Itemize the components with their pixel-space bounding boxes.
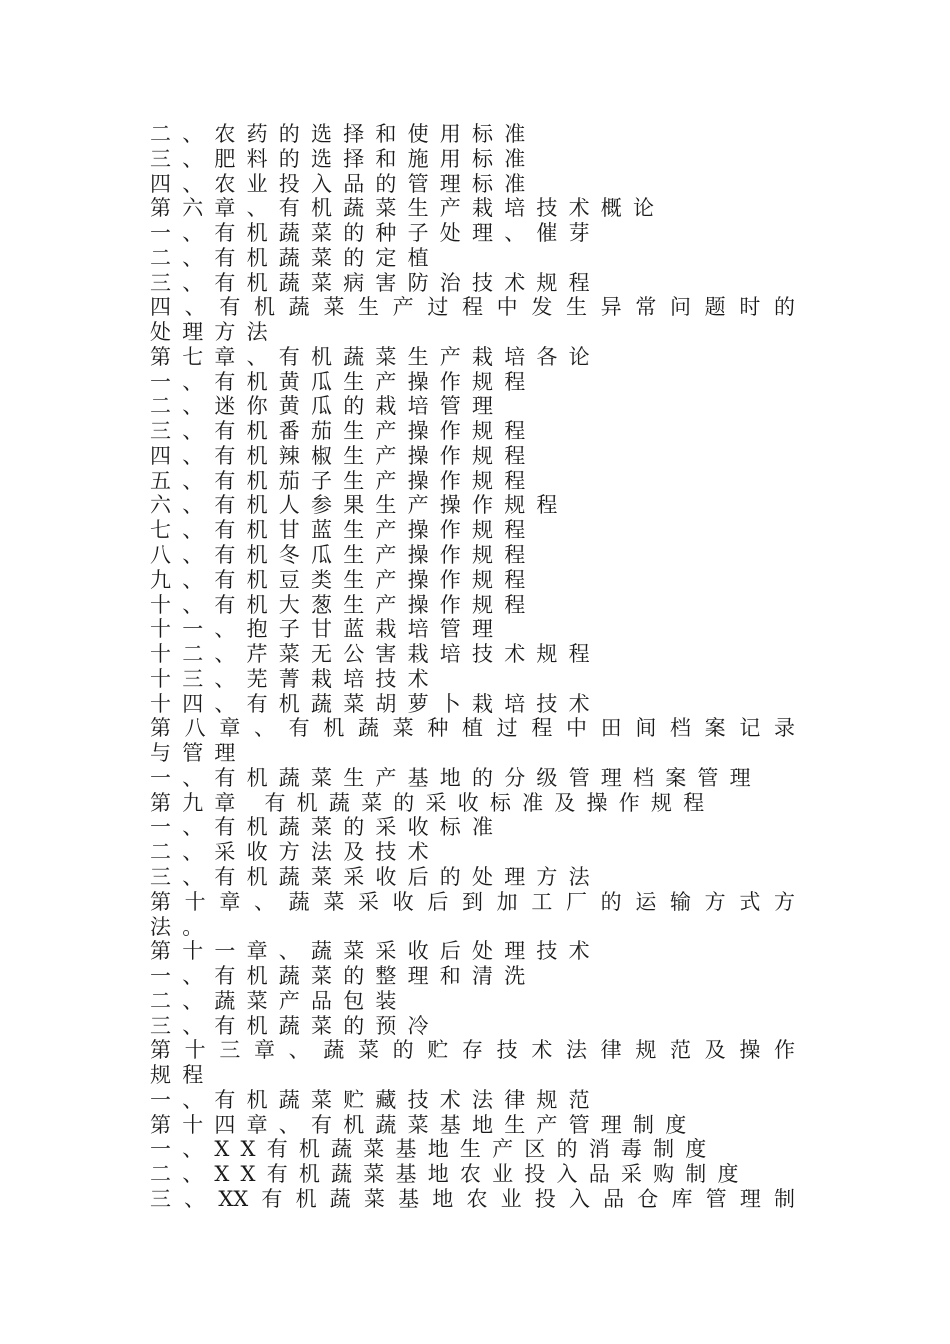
toc-line: 四、农业投入品的管理标准 <box>150 171 537 196</box>
toc-line: 一、XX有机蔬菜基地生产区的消毒制度 <box>150 1137 718 1162</box>
toc-line: 十、有机大葱生产操作规程 <box>150 592 537 617</box>
toc-line: 三、有机蔬菜采收后的处理方法 <box>150 864 601 889</box>
toc-line: 一、有机蔬菜生产基地的分级管理档案管理 <box>150 765 762 790</box>
toc-line: 二、采收方法及技术 <box>150 840 440 865</box>
toc-line: 七、有机甘蓝生产操作规程 <box>150 518 537 543</box>
toc-line-continuation: 与管理 <box>150 741 247 766</box>
toc-chapter-line: 第七章、有机蔬菜生产栽培各论 <box>150 344 601 369</box>
toc-line: 一、有机蔬菜的采收标准 <box>150 815 505 840</box>
toc-line: 三、肥料的选择和施用标准 <box>150 146 537 171</box>
toc-line: 三、有机蔬菜病害防治技术规程 <box>150 270 601 295</box>
toc-chapter-line: 第十一章、蔬菜采收后处理技术 <box>150 939 601 964</box>
toc-line: 九、有机豆类生产操作规程 <box>150 567 537 592</box>
toc-line: 一、有机黄瓜生产操作规程 <box>150 369 537 394</box>
toc-line: 二、有机蔬菜的定植 <box>150 245 440 270</box>
toc-chapter-line: 第八章、有机蔬菜种植过程中田间档案记录 <box>150 716 795 741</box>
toc-line: 三、有机番茄生产操作规程 <box>150 419 537 444</box>
toc-chapter-line: 第十章、蔬菜采收后到加工厂的运输方式方 <box>150 889 795 914</box>
toc-line: 二、XX有机蔬菜基地农业投入品采购制度 <box>150 1162 750 1187</box>
toc-line: 二、迷你黄瓜的栽培管理 <box>150 394 505 419</box>
toc-line: 四、有机辣椒生产操作规程 <box>150 443 537 468</box>
toc-line: 三、XX有机蔬菜基地农业投入品仓库管理制 <box>150 1186 795 1211</box>
table-of-contents <box>150 122 795 1212</box>
toc-line-continuation: 处理方法 <box>150 320 279 345</box>
toc-line: 三、有机蔬菜的预冷 <box>150 1013 440 1038</box>
toc-chapter-line: 第六章、有机蔬菜生产栽培技术概论 <box>150 196 666 221</box>
toc-line: 五、有机茄子生产操作规程 <box>150 468 537 493</box>
toc-line: 十一、抱子甘蓝栽培管理 <box>150 617 505 642</box>
toc-line: 十二、芹菜无公害栽培技术规程 <box>150 642 601 667</box>
toc-line-continuation: 法。 <box>150 914 215 939</box>
toc-line: 四、有机蔬菜生产过程中发生异常问题时的 <box>150 295 795 320</box>
toc-line: 十三、芜菁栽培技术 <box>150 666 440 691</box>
toc-line: 六、有机人参果生产操作规程 <box>150 493 569 518</box>
toc-line: 八、有机冬瓜生产操作规程 <box>150 543 537 568</box>
toc-line-continuation: 规程 <box>150 1063 215 1088</box>
toc-chapter-line: 第九章 有机蔬菜的采收标准及操作规程 <box>150 790 716 815</box>
toc-line: 一、有机蔬菜贮藏技术法律规范 <box>150 1087 601 1112</box>
toc-line: 十四、有机蔬菜胡萝卜栽培技术 <box>150 691 601 716</box>
toc-line: 一、有机蔬菜的整理和清洗 <box>150 964 537 989</box>
toc-chapter-line: 第十三章、蔬菜的贮存技术法律规范及操作 <box>150 1038 795 1063</box>
toc-line: 二、农药的选择和使用标准 <box>150 122 537 146</box>
toc-line: 一、有机蔬菜的种子处理、催芽 <box>150 221 601 246</box>
toc-line: 二、蔬菜产品包装 <box>150 988 408 1013</box>
toc-chapter-line: 第十四章、有机蔬菜基地生产管理制度 <box>150 1112 698 1137</box>
